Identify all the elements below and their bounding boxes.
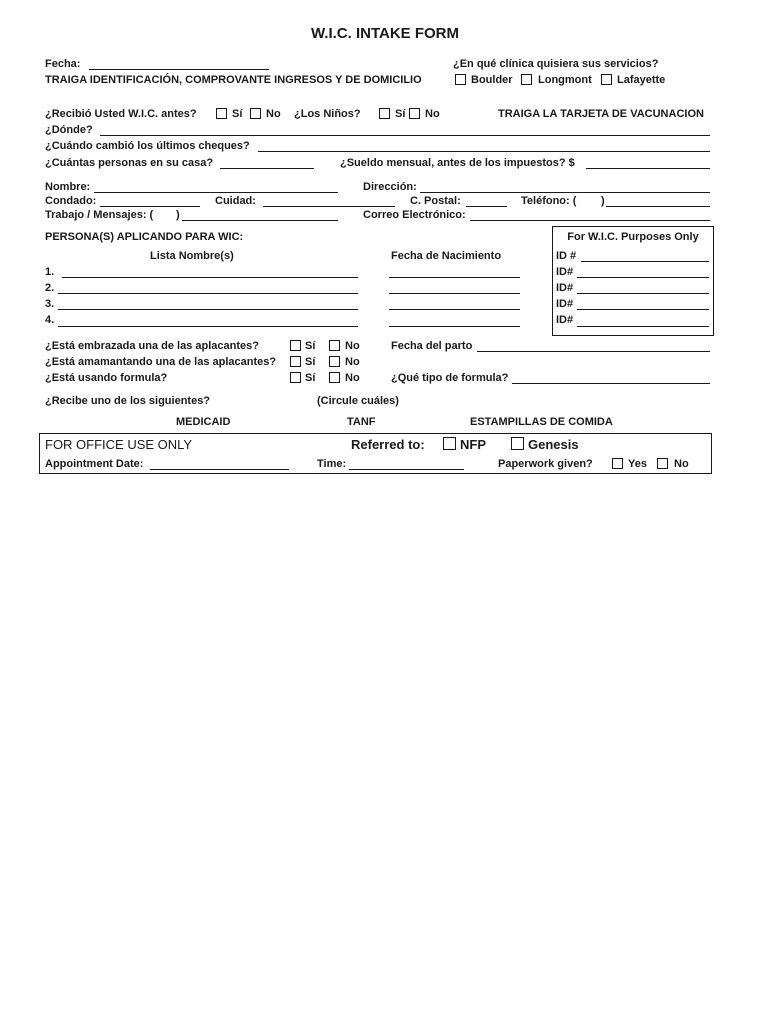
vaccine-card-note: TRAIGA LA TARJETA DE VACUNACION bbox=[498, 108, 704, 120]
children-no-label: No bbox=[425, 108, 440, 120]
fecha-label: Fecha: bbox=[45, 58, 81, 70]
paperwork-no-label: No bbox=[674, 458, 689, 470]
paperwork-label: Paperwork given? bbox=[498, 458, 593, 470]
wic-id-label: ID# bbox=[556, 282, 574, 294]
applicant-name-field[interactable] bbox=[58, 293, 358, 294]
pregnant-no-label: No bbox=[345, 340, 360, 352]
formula-si-checkbox[interactable] bbox=[290, 372, 301, 383]
address-label: Dirección: bbox=[363, 181, 417, 193]
breastfeeding-no-label: No bbox=[345, 356, 360, 368]
formula-type-field[interactable] bbox=[512, 383, 710, 384]
formula-no-label: No bbox=[345, 372, 360, 384]
received-wic-no-checkbox[interactable] bbox=[250, 108, 261, 119]
wic-id-field[interactable] bbox=[577, 293, 709, 294]
clinic-lafayette-label: Lafayette bbox=[617, 74, 666, 86]
name-label: Nombre: bbox=[45, 181, 91, 193]
when-changed-field[interactable] bbox=[258, 151, 710, 152]
email-field[interactable] bbox=[470, 220, 710, 221]
email-label: Correo Electrónico: bbox=[363, 209, 466, 221]
where-label: ¿Dónde? bbox=[45, 124, 93, 136]
received-wic-label: ¿Recibió Usted W.I.C. antes? bbox=[45, 108, 197, 120]
wic-id-label: ID# bbox=[556, 314, 574, 326]
wic-id-field[interactable] bbox=[577, 309, 709, 310]
clinic-boulder-checkbox[interactable] bbox=[455, 74, 466, 85]
breastfeeding-label: ¿Está amamantando una de las aplacantes? bbox=[45, 356, 277, 368]
work-paren: ) bbox=[176, 209, 180, 221]
household-field[interactable] bbox=[220, 168, 314, 169]
city-field[interactable] bbox=[263, 206, 395, 207]
paperwork-yes-label: Yes bbox=[628, 458, 647, 470]
circle-note: (Circule cuáles) bbox=[317, 395, 399, 407]
phone-paren: ) bbox=[601, 195, 605, 207]
due-date-label: Fecha del parto bbox=[391, 340, 473, 352]
fecha-field[interactable] bbox=[89, 69, 269, 70]
formula-no-checkbox[interactable] bbox=[329, 372, 340, 383]
wic-id-label: ID# bbox=[556, 266, 574, 278]
appointment-date-field[interactable] bbox=[150, 469, 289, 470]
office-use-title: FOR OFFICE USE ONLY bbox=[45, 437, 193, 452]
applicant-name-field[interactable] bbox=[62, 277, 358, 278]
applicant-row-number: 2. bbox=[45, 282, 55, 294]
pregnant-si-label: Sí bbox=[305, 340, 316, 352]
clinic-boulder-label: Boulder bbox=[471, 74, 513, 86]
applicant-row-number: 3. bbox=[45, 298, 55, 310]
applicant-row-number: 4. bbox=[45, 314, 55, 326]
due-date-field[interactable] bbox=[477, 351, 710, 352]
where-field[interactable] bbox=[100, 135, 710, 136]
name-field[interactable] bbox=[94, 192, 338, 193]
wic-purposes-title: For W.I.C. Purposes Only bbox=[567, 231, 699, 243]
zip-field[interactable] bbox=[466, 206, 507, 207]
received-wic-si-checkbox[interactable] bbox=[216, 108, 227, 119]
referred-nfp-checkbox[interactable] bbox=[443, 437, 456, 450]
referred-genesis-label: Genesis bbox=[528, 437, 579, 452]
wic-id-field[interactable] bbox=[577, 326, 709, 327]
formula-type-label: ¿Qué tipo de formula? bbox=[391, 372, 509, 384]
breastfeeding-si-label: Sí bbox=[305, 356, 316, 368]
when-changed-label: ¿Cuándo cambió los últimos cheques? bbox=[45, 140, 250, 152]
city-label: Cuidad: bbox=[215, 195, 256, 207]
wic-id-label: ID # bbox=[556, 250, 577, 262]
applicant-row-number: 1. bbox=[45, 266, 55, 278]
breastfeeding-si-checkbox[interactable] bbox=[290, 356, 301, 367]
pregnant-no-checkbox[interactable] bbox=[329, 340, 340, 351]
time-label: Time: bbox=[317, 458, 347, 470]
applicant-name-field[interactable] bbox=[58, 309, 358, 310]
income-field[interactable] bbox=[586, 168, 710, 169]
applicant-dob-field[interactable] bbox=[389, 293, 520, 294]
paperwork-no-checkbox[interactable] bbox=[657, 458, 668, 469]
income-label: ¿Sueldo mensual, antes de los impuestos? $ bbox=[340, 157, 575, 169]
program-medicaid[interactable]: MEDICAID bbox=[176, 416, 231, 428]
referred-label: Referred to: bbox=[351, 437, 425, 452]
received-wic-si-label: Sí bbox=[232, 108, 243, 120]
applicant-dob-field[interactable] bbox=[389, 309, 520, 310]
wic-id-field[interactable] bbox=[577, 277, 709, 278]
referred-genesis-checkbox[interactable] bbox=[511, 437, 524, 450]
wic-id-field[interactable] bbox=[581, 261, 709, 262]
wic-id-label: ID# bbox=[556, 298, 574, 310]
applicant-dob-field[interactable] bbox=[389, 277, 520, 278]
county-label: Condado: bbox=[45, 195, 97, 207]
appointment-date-label: Appointment Date: bbox=[45, 458, 144, 470]
work-field[interactable] bbox=[182, 220, 338, 221]
pregnant-label: ¿Está embrazada una de las aplacantes? bbox=[45, 340, 259, 352]
work-label: Trabajo / Mensajes: ( bbox=[45, 209, 154, 221]
paperwork-yes-checkbox[interactable] bbox=[612, 458, 623, 469]
time-field[interactable] bbox=[349, 469, 464, 470]
dob-column-header: Fecha de Nacimiento bbox=[391, 250, 502, 262]
clinic-longmont-checkbox[interactable] bbox=[521, 74, 532, 85]
clinic-lafayette-checkbox[interactable] bbox=[601, 74, 612, 85]
children-no-checkbox[interactable] bbox=[409, 108, 420, 119]
program-tanf[interactable]: TANF bbox=[347, 416, 376, 428]
children-label: ¿Los Niños? bbox=[294, 108, 361, 120]
pregnant-si-checkbox[interactable] bbox=[290, 340, 301, 351]
phone-label: Teléfono: ( bbox=[521, 195, 577, 207]
applicant-name-field[interactable] bbox=[58, 326, 358, 327]
phone-field[interactable] bbox=[606, 206, 710, 207]
household-label: ¿Cuántas personas en su casa? bbox=[45, 157, 214, 169]
address-field[interactable] bbox=[420, 192, 710, 193]
referred-nfp-label: NFP bbox=[460, 437, 486, 452]
received-wic-no-label: No bbox=[266, 108, 281, 120]
applicants-heading: PERSONA(S) APLICANDO PARA WIC: bbox=[45, 231, 244, 243]
program-food-stamps[interactable]: ESTAMPILLAS DE COMIDA bbox=[470, 416, 613, 428]
bring-documents-note: TRAIGA IDENTIFICACIÓN, COMPROVANTE INGRESOS Y DE DOMICILIO bbox=[45, 74, 422, 86]
formula-si-label: Sí bbox=[305, 372, 316, 384]
children-si-checkbox[interactable] bbox=[379, 108, 390, 119]
county-field[interactable] bbox=[100, 206, 200, 207]
form-title: W.I.C. INTAKE FORM bbox=[310, 25, 460, 42]
clinic-question: ¿En qué clínica quisiera sus servicios? bbox=[453, 58, 659, 70]
programs-label: ¿Recibe uno de los siguientes? bbox=[45, 395, 211, 407]
zip-label: C. Postal: bbox=[410, 195, 461, 207]
children-si-label: Sí bbox=[395, 108, 406, 120]
names-column-header: Lista Nombre(s) bbox=[150, 250, 234, 262]
applicant-dob-field[interactable] bbox=[389, 326, 520, 327]
clinic-longmont-label: Longmont bbox=[538, 74, 592, 86]
formula-label: ¿Está usando formula? bbox=[45, 372, 168, 384]
breastfeeding-no-checkbox[interactable] bbox=[329, 356, 340, 367]
